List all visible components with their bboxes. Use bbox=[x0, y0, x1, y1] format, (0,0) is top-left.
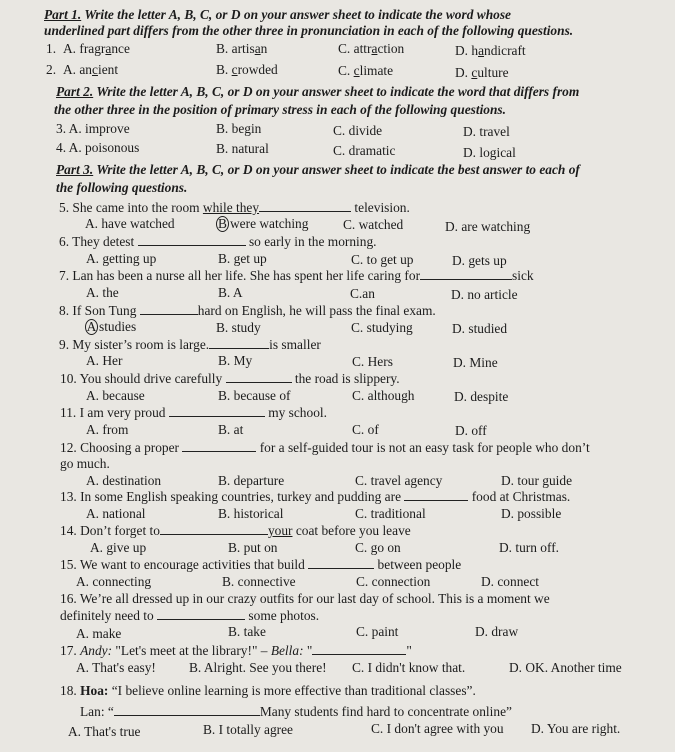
q6-option-b: B. get up bbox=[218, 251, 267, 266]
q13-option-a: A. national bbox=[86, 506, 146, 521]
q2-number: 2. bbox=[46, 62, 57, 77]
q5-option-c: C. watched bbox=[343, 217, 404, 232]
part2-title: Part 2. bbox=[56, 84, 94, 99]
part1-heading bbox=[44, 7, 511, 23]
q8-option-a: A studies bbox=[86, 319, 137, 334]
part3-heading bbox=[56, 162, 580, 178]
q14-option-a: A. give up bbox=[90, 540, 147, 555]
part2-heading bbox=[56, 84, 579, 100]
part2-instruction-a: Write the letter A, B, C, or D on your answer sheet to indicate the word that differs from bbox=[96, 84, 580, 99]
q16-stem: 16. We’re all dressed up in our crazy outfits for our last day of school. This is a moment we bbox=[60, 591, 550, 606]
q9-stem: 9. My sister’s room is large. is smaller bbox=[59, 337, 321, 352]
q6-option-c: C. to get up bbox=[351, 252, 414, 267]
q1-option-a: A. fragrance bbox=[63, 41, 130, 56]
q11-option-c: C. of bbox=[352, 422, 379, 437]
part1-instruction-b: underlined part differs from the other three in pronunciation in each of the following questions. bbox=[44, 23, 574, 38]
q7-option-b: B. A bbox=[218, 285, 243, 300]
q9-option-c: C. Hers bbox=[352, 354, 393, 369]
q16-option-c: C. paint bbox=[356, 624, 399, 639]
q9-option-a: A. Her bbox=[86, 353, 123, 368]
q12-stem-continued: go much. bbox=[60, 456, 110, 471]
q1-number: 1. bbox=[46, 41, 57, 56]
q9-option-d: D. Mine bbox=[453, 355, 498, 370]
q2-option-a: A. ancient bbox=[63, 62, 119, 77]
part3-instruction-b: the following questions. bbox=[56, 180, 188, 195]
q5-option-a: A. have watched bbox=[85, 216, 175, 231]
q10-option-d: D. despite bbox=[454, 389, 509, 404]
q12-option-d: D. tour guide bbox=[501, 473, 573, 488]
q13-option-b: B. historical bbox=[218, 506, 284, 521]
q15-stem: 15. We want to encourage activities that build between people bbox=[60, 557, 462, 572]
q10-option-b: B. because of bbox=[218, 388, 291, 403]
q1-option-b: B. artisan bbox=[216, 41, 268, 56]
part1-instruction-a: Write the letter A, B, C, or D on your answer sheet to indicate the word whose bbox=[84, 7, 511, 22]
q18-option-c: C. I don't agree with you bbox=[371, 721, 504, 736]
q12-option-c: C. travel agency bbox=[355, 473, 443, 488]
q13-option-d: D. possible bbox=[501, 506, 562, 521]
q5-stem: 5. She came into the room while they television. bbox=[59, 200, 410, 215]
q15-option-a: A. connecting bbox=[76, 574, 152, 589]
q4-option-d: D. logical bbox=[463, 145, 516, 160]
q15-option-c: C. connection bbox=[356, 574, 431, 589]
q8-stem: 8. If Son Tung hard on English, he will pass the final exam. bbox=[59, 303, 436, 318]
q1-option-c: C. attraction bbox=[338, 41, 405, 56]
q16-stem-continued: definitely need to some photos. bbox=[60, 608, 320, 623]
q2-option-c: C. climate bbox=[338, 63, 394, 78]
q10-option-a: A. because bbox=[86, 388, 145, 403]
q6-stem: 6. They detest so early in the morning. bbox=[59, 234, 377, 249]
q11-option-b: B. at bbox=[218, 422, 244, 437]
q5-option-b: B were watching bbox=[216, 216, 308, 232]
q15-option-b: B. connective bbox=[222, 574, 296, 589]
q18-option-d: D. You are right. bbox=[531, 721, 621, 736]
q10-stem: 10. You should drive carefully the road is slippery. bbox=[60, 371, 400, 386]
q14-stem: 14. Don’t forget to your coat before you leave bbox=[60, 523, 411, 538]
q14-option-b: B. put on bbox=[228, 540, 278, 555]
q12-option-b: B. departure bbox=[218, 473, 285, 488]
q6-option-a: A. getting up bbox=[86, 251, 157, 266]
q13-option-c: C. traditional bbox=[355, 506, 426, 521]
q4-option-b: B. natural bbox=[216, 141, 269, 156]
q11-stem: 11. I am very proud my school. bbox=[60, 405, 327, 420]
q7-option-d: D. no article bbox=[451, 287, 518, 302]
q12-option-a: A. destination bbox=[86, 473, 162, 488]
q2-option-b: B. crowded bbox=[216, 62, 278, 77]
q18-option-a: A. That's true bbox=[68, 724, 141, 739]
q14-option-c: C. go on bbox=[355, 540, 401, 555]
q12-stem: 12. Choosing a proper for a self-guided tour is not an easy task for people who don’t bbox=[60, 440, 590, 455]
q10-option-c: C. although bbox=[352, 388, 415, 403]
q9-option-b: B. My bbox=[218, 353, 253, 368]
q11-option-d: D. off bbox=[455, 423, 487, 438]
q15-option-d: D. connect bbox=[481, 574, 540, 589]
q3-option-d: D. travel bbox=[463, 124, 510, 139]
q16-option-b: B. take bbox=[228, 624, 266, 639]
q4-option-c: C. dramatic bbox=[333, 143, 396, 158]
q4-option-a: 4. A. poisonous bbox=[56, 140, 140, 155]
q7-stem: 7. Lan has been a nurse all her life. She has spent her life caring for sick bbox=[59, 268, 534, 283]
q11-option-a: A. from bbox=[86, 422, 129, 437]
q8-option-d: D. studied bbox=[452, 321, 508, 336]
q13-stem: 13. In some English speaking countries, turkey and pudding are food at Christmas. bbox=[60, 489, 571, 504]
q2-option-d: D. culture bbox=[455, 65, 509, 80]
q3-option-a: 3. A. improve bbox=[56, 121, 130, 136]
part1-title: Part 1. bbox=[44, 7, 82, 22]
q17-option-c: C. I didn't know that. bbox=[352, 660, 466, 675]
q18-stem: 18. Hoa: “I believe online learning is more effective than traditional classes”. bbox=[60, 683, 476, 698]
q8-option-c: C. studying bbox=[351, 320, 413, 335]
answer-circle-mark: B bbox=[216, 216, 229, 232]
q18-option-b: B. I totally agree bbox=[203, 722, 293, 737]
part2-instruction-b: the other three in the position of primary stress in each of the following questions. bbox=[54, 102, 506, 117]
q14-option-d: D. turn off. bbox=[499, 540, 560, 555]
q7-option-c: C.an bbox=[350, 286, 375, 301]
q3-option-c: C. divide bbox=[333, 123, 383, 138]
q6-option-d: D. gets up bbox=[452, 253, 507, 268]
part3-title: Part 3. bbox=[56, 162, 94, 177]
q17-option-b: B. Alright. See you there! bbox=[189, 660, 327, 675]
part3-instruction-a: Write the letter A, B, C, or D on your answer sheet to indicate the best answer to each of bbox=[96, 162, 580, 177]
q18-response: Lan: “ Many students find hard to concentrate online” bbox=[80, 704, 512, 719]
q1-option-d: D. handicraft bbox=[455, 43, 526, 58]
q7-option-a: A. the bbox=[86, 285, 119, 300]
answer-circle-mark: A bbox=[86, 319, 97, 334]
q17-option-a: A. That's easy! bbox=[76, 660, 156, 675]
q5-option-d: D. are watching bbox=[445, 219, 531, 234]
q17-stem: 17. Andy: "Let's meet at the library!" – Bella: " " bbox=[60, 643, 412, 658]
q3-option-b: B. begin bbox=[216, 121, 262, 136]
q17-option-d: D. OK. Another time bbox=[509, 660, 622, 675]
q16-option-d: D. draw bbox=[475, 624, 519, 639]
q16-option-a: A. make bbox=[76, 626, 122, 641]
q8-option-b: B. study bbox=[216, 320, 261, 335]
